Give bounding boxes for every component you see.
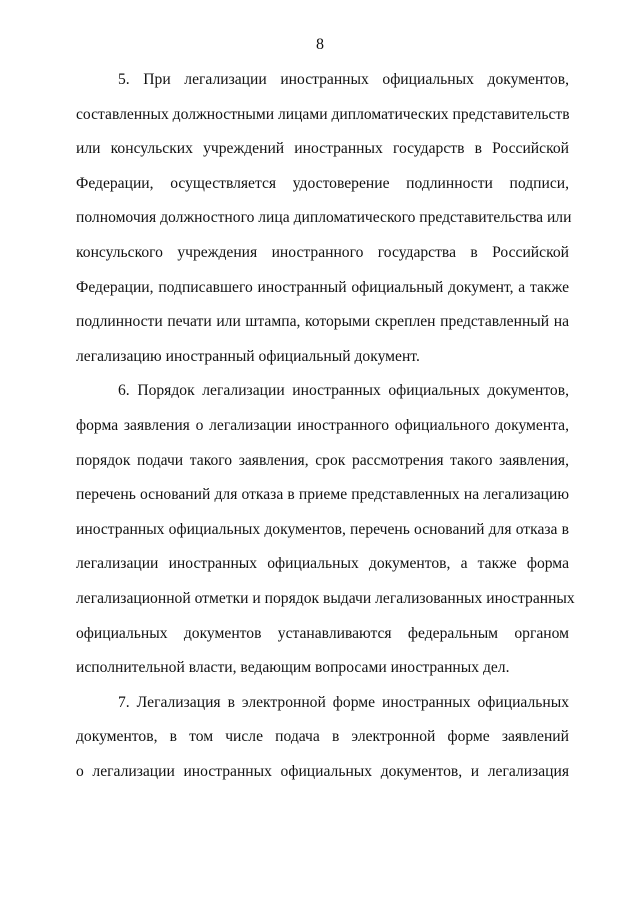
paragraph-line: легализации иностранных официальных документов, а также форма bbox=[76, 555, 569, 573]
paragraph-line: консульского учреждения иностранного государства в Российской bbox=[76, 243, 569, 261]
paragraph-line: подлинности печати или штампа, которыми скреплен представленный на bbox=[76, 313, 569, 331]
paragraph-line: документов, в том числе подача в электронной форме заявлений bbox=[76, 728, 569, 746]
paragraph-line: 5. При легализации иностранных официальных документов, bbox=[118, 71, 569, 88]
paragraph-line: иностранных официальных документов, перечень оснований для отказа в bbox=[76, 520, 569, 538]
paragraph-line: легализационной отметки и порядок выдачи легализованных иностранных bbox=[76, 589, 575, 607]
paragraph-line: полномочия должностного лица дипломатического представительства или bbox=[76, 209, 572, 227]
paragraph-line: форма заявления о легализации иностранного официального документа, bbox=[76, 416, 569, 434]
paragraph-line: или консульских учреждений иностранных государств в Российской bbox=[76, 140, 569, 158]
paragraph-line: легализацию иностранный официальный документ. bbox=[76, 347, 420, 365]
paragraph-line: Федерации, подписавшего иностранный официальный документ, а также bbox=[76, 278, 569, 296]
paragraph-line: 7. Легализация в электронной форме иностранных официальных bbox=[118, 693, 569, 711]
paragraph-line: составленных должностными лицами дипломатических представительств bbox=[76, 105, 570, 123]
paragraph-line: перечень оснований для отказа в приеме представленных на легализацию bbox=[76, 486, 569, 504]
document-body bbox=[76, 70, 575, 796]
paragraph-line: исполнительной власти, ведающим вопросами иностранных дел. bbox=[76, 659, 510, 677]
paragraph-line: о легализации иностранных официальных документов, и легализация bbox=[76, 762, 569, 780]
page-number: 8 bbox=[316, 36, 324, 53]
paragraph-line: 6. Порядок легализации иностранных официальных документов, bbox=[118, 382, 569, 400]
paragraph-line: порядок подачи такого заявления, срок рассмотрения такого заявления, bbox=[76, 451, 569, 469]
paragraph-line: официальных документов устанавливаются федеральным органом bbox=[76, 624, 569, 642]
paragraph-7 bbox=[76, 693, 569, 797]
paragraph-6 bbox=[76, 381, 575, 692]
paragraph-5 bbox=[76, 70, 572, 381]
paragraph-line: Федерации, осуществляется удостоверение подлинности подписи, bbox=[76, 174, 569, 192]
